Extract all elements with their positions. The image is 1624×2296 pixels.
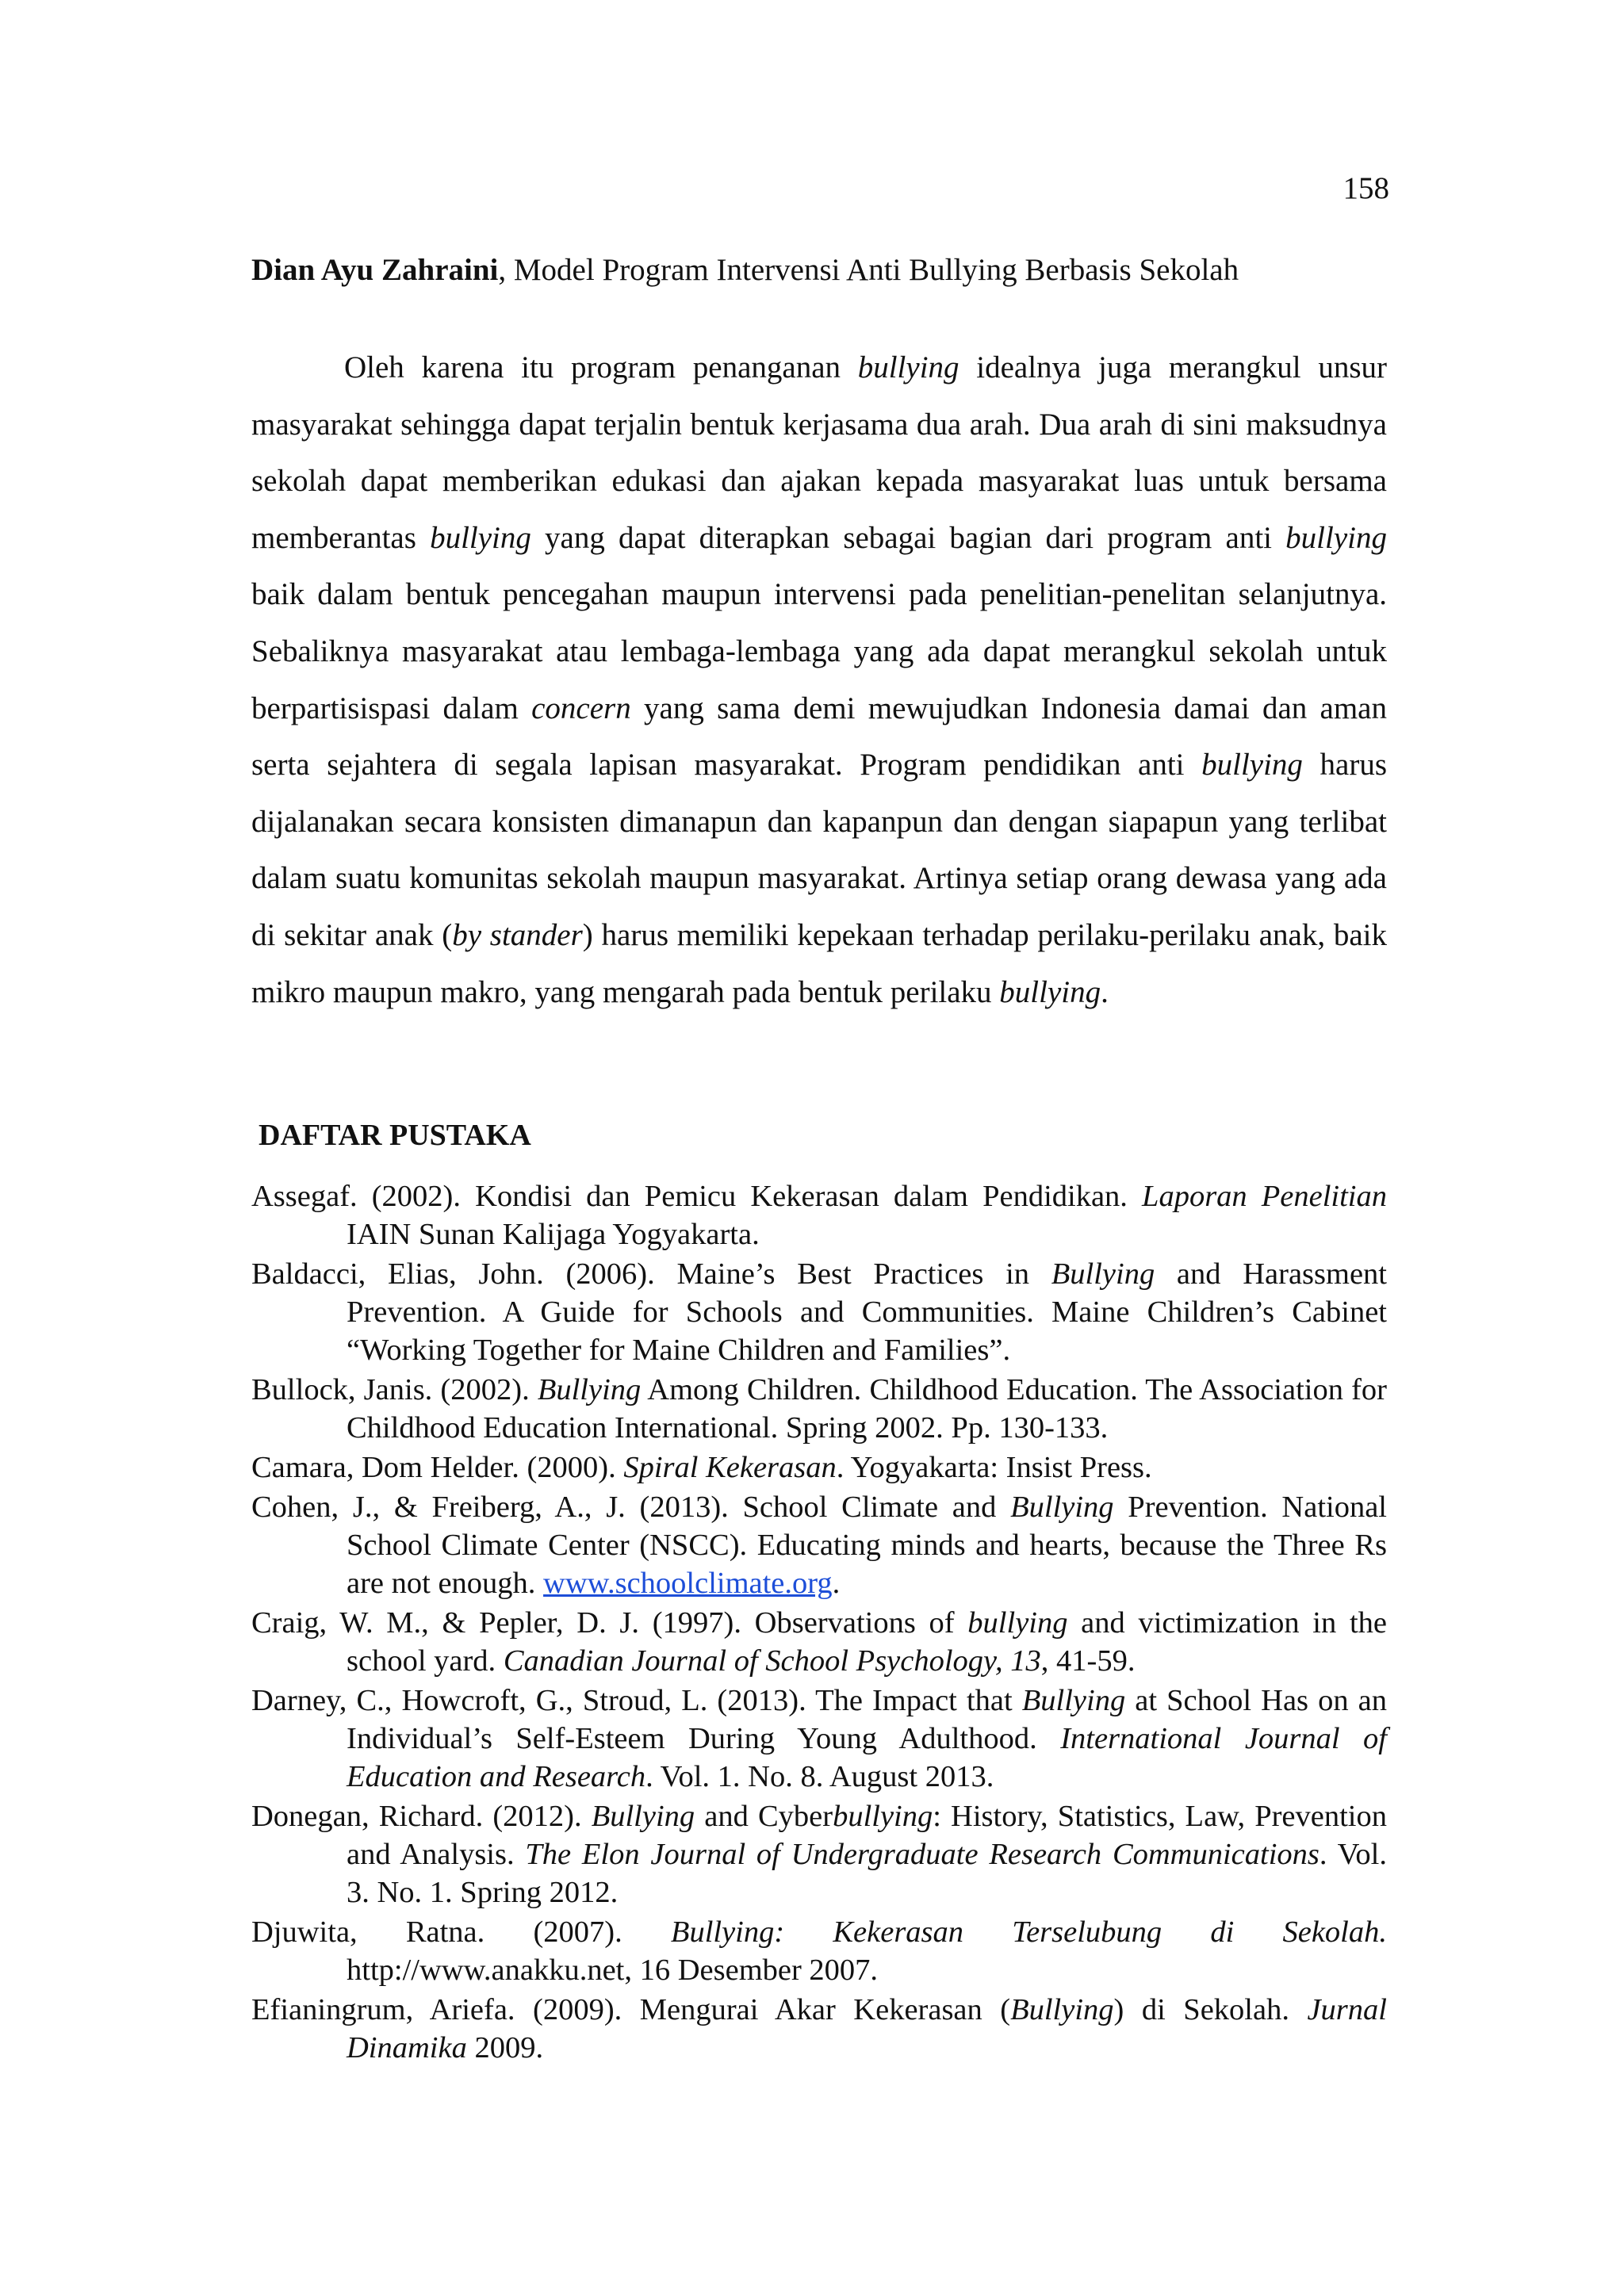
page-number: 158 — [1342, 171, 1389, 205]
reference-item: Craig, W. M., & Pepler, D. J. (1997). Observations of bullying and victimization in the school yard. Canadian Journal of School Psychology, 13, 41-59. — [251, 1606, 1387, 1678]
article-title: , Model Program Intervensi Anti Bullying Berbasis Sekolah — [498, 253, 1239, 287]
schoolclimate-link[interactable]: www.schoolclimate.org — [543, 1567, 833, 1600]
body-paragraph: Oleh karena itu program penanganan bullying idealnya juga merangkul unsur masyarakat sehingga dapat terjalin bentuk kerjasama dua arah. Dua arah di sini maksudnya sekolah dapat memberikan edukasi dan ajakan kepada masyarakat luas untuk bersama memberantas bullying yang dapat diterapkan sebagai bagian dari program anti bullying baik dalam bentuk pencegahan maupun intervensi pada penelitian-penelitan selanjutnya. Sebaliknya masyarakat atau lembaga-lembaga yang ada dapat merangkul sekolah untuk berpartisispasi dalam concern yang sama demi mewujudkan Indonesia damai dan aman serta sejahtera di segala lapisan masyarakat. Program pendidikan anti bullying harus dijalanakan secara konsisten dimanapun dan kapanpun dan dengan siapapun yang terlibat dalam suatu komunitas sekolah maupun masyarakat. Artinya setiap orang dewasa yang ada di sekitar anak (by stander) harus memiliki kepekaan terhadap perilaku-perilaku anak, baik mikro maupun makro, yang mengarah pada bentuk perilaku bullying. — [251, 350, 1387, 1009]
reference-item: Cohen, J., & Freiberg, A., J. (2013). School Climate and Bullying Prevention. National School Climate Center (NSCC). Educating minds and hearts, because the Three Rs are not enough. www.schoolclimate.org. — [251, 1490, 1387, 1600]
running-head — [251, 252, 1385, 289]
reference-item: Donegan, Richard. (2012). Bullying and Cyberbullying: History, Statistics, Law, Prevention and Analysis. The Elon Journal of Undergraduate Research Communications. Vol. 3. No. 1. Spring 2012. — [251, 1800, 1387, 1909]
reference-item: Darney, C., Howcroft, G., Stroud, L. (2013). The Impact that Bullying at School Has on an Individual’s Self-Esteem During Young Adulthood. International Journal of Education and Research. Vol. 1. No. 8. August 2013. — [251, 1684, 1387, 1793]
reference-item: Efianingrum, Ariefa. (2009). Mengurai Akar Kekerasan (Bullying) di Sekolah. Jurnal Dinamika 2009. — [251, 1993, 1387, 2064]
reference-item: Baldacci, Elias, John. (2006). Maine’s Best Practices in Bullying and Harassment Prevention. A Guide for Schools and Communities. Maine Children’s Cabinet “Working Together for Maine Children and Families”. — [251, 1257, 1387, 1367]
references-heading: DAFTAR PUSTAKA — [259, 1119, 531, 1152]
reference-item: Camara, Dom Helder. (2000). Spiral Kekerasan. Yogyakarta: Insist Press. — [251, 1451, 1152, 1484]
reference-item: Bullock, Janis. (2002). Bullying Among Children. Childhood Education. The Association for Childhood Education International. Spring 2002. Pp. 130-133. — [251, 1373, 1387, 1445]
reference-item: Assegaf. (2002). Kondisi dan Pemicu Kekerasan dalam Pendidikan. Laporan Penelitian IAIN Sunan Kalijaga Yogyakarta. — [251, 1180, 1387, 1251]
author-name: Dian Ayu Zahraini — [251, 253, 499, 287]
reference-list — [251, 1177, 1387, 2068]
reference-item: Djuwita, Ratna. (2007). Bullying: Kekerasan Terselubung di Sekolah. http://www.anakku.net, 16 Desember 2007. — [251, 1915, 1387, 1987]
